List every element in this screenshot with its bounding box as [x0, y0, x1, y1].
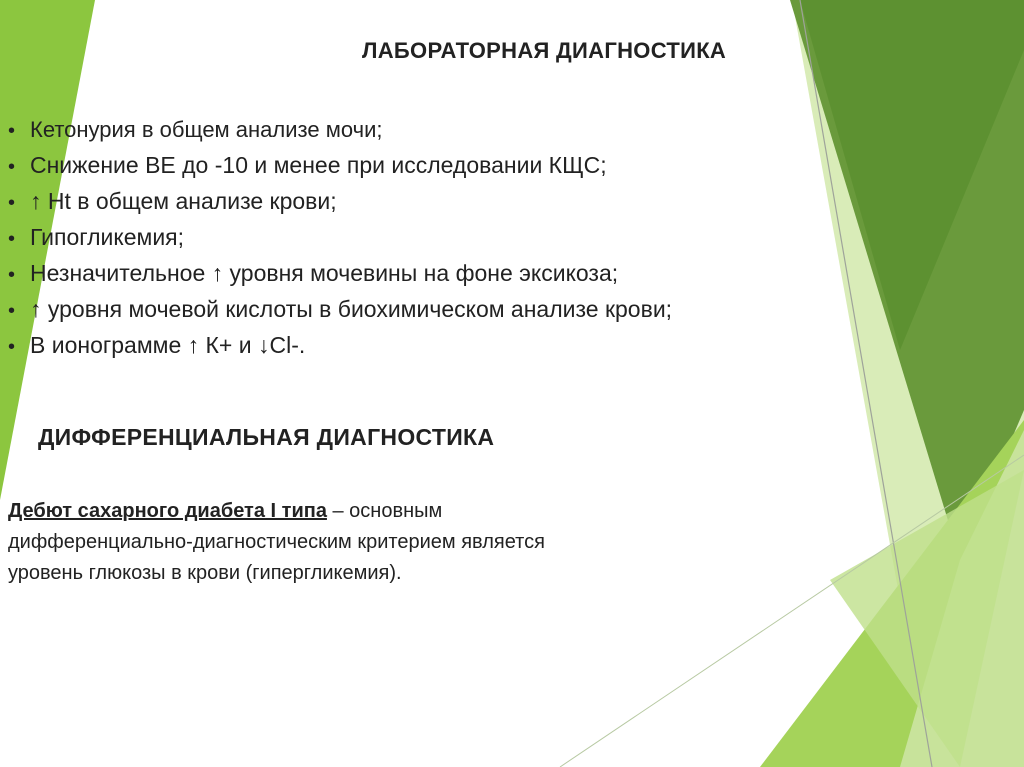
list-item — [8, 220, 788, 256]
list-item — [8, 292, 788, 328]
lab-diagnostics-title: ЛАБОРАТОРНАЯ ДИАГНОСТИКА — [362, 38, 727, 63]
differential-lead: Дебют сахарного диабета I типа — [8, 500, 327, 522]
bullet-icon: • — [8, 300, 16, 322]
list-item — [8, 328, 788, 364]
list-item-text: Незначительное ↑ уровня мочевины на фоне эксикоза; — [30, 260, 619, 286]
lab-findings-list — [8, 112, 788, 364]
bullet-icon: • — [8, 336, 16, 358]
bullet-icon: • — [8, 264, 16, 286]
bullet-icon: • — [8, 228, 16, 250]
list-item-text: Снижение ВЕ до -10 и менее при исследовании КЩС; — [30, 152, 607, 178]
list-item-text: Кетонурия в общем анализе мочи; — [30, 117, 383, 142]
bullet-icon: • — [8, 192, 16, 214]
differential-text: – основным дифференциально-диагностическим критерием является уровень глюкозы в крови (гипергликемия). — [8, 500, 545, 584]
list-item-text: В ионограмме ↑ К+ и ↓Cl-. — [30, 332, 306, 358]
bullet-icon: • — [8, 120, 16, 142]
list-item — [8, 112, 788, 148]
list-item-text: ↑ уровня мочевой кислоты в биохимическом анализе крови; — [30, 296, 673, 322]
bullet-icon: • — [8, 156, 16, 178]
differential-paragraph — [8, 496, 608, 589]
list-item — [8, 148, 788, 184]
list-item-text: ↑ Ht в общем анализе крови; — [30, 188, 337, 214]
list-item — [8, 256, 788, 292]
list-item — [8, 184, 788, 220]
differential-diagnosis-title: ДИФФЕРЕНЦИАЛЬНАЯ ДИАГНОСТИКА — [38, 424, 495, 450]
list-item-text: Гипогликемия; — [30, 224, 185, 250]
